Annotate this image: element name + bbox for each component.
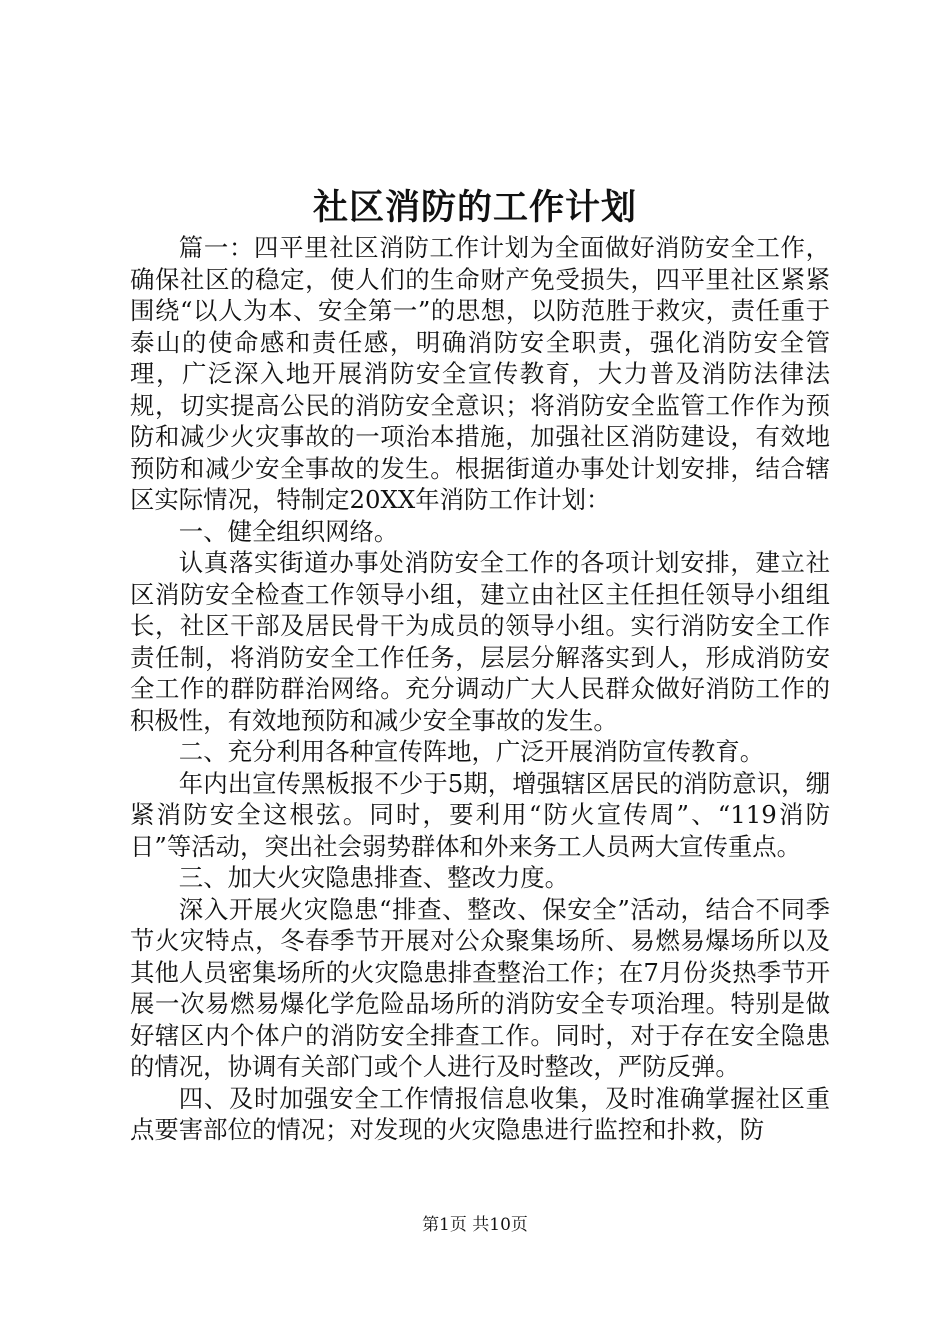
document-title: 社区消防的工作计划 xyxy=(312,187,637,228)
paragraph-intro: 篇一：四平里社区消防工作计划为全面做好消防安全工作，确保社区的稳定，使人们的生命财产免受损失，四平里社区紧紧围绕“以人为本、安全第一”的思想，以防范胜于救灾，责任重于泰山的使命感和责任感，明确消防安全职责，强化消防安全管理，广泛深入地开展消防安全宣传教育，大力普及消防法律法规，切实提高公民的消防安全意识；将消防安全监管工作作为预防和减少火灾事故的一项治本措施，加强社区消防建设，有效地预防和减少安全事故的发生。根据街道办事处计划安排，结合辖区实际情况，特制定20XX年消防工作计划： xyxy=(130,233,830,514)
paragraph-section-2: 年内出宣传黑板报不少于5期，增强辖区居民的消防意识，绷紧消防安全这根弦。同时，要利用“防火宣传周”、“119消防日”等活动，突出社会弱势群体和外来务工人员两大宣传重点。 xyxy=(130,768,830,861)
paragraph-section-1: 认真落实街道办事处消防安全工作的各项计划安排，建立社区消防安全检查工作领导小组，建立由社区主任担任领导小组组长，社区干部及居民骨干为成员的领导小组。实行消防安全工作责任制，将消防安全工作任务，层层分解落实到人，形成消防安全工作的群防群治网络。充分调动广大人民群众做好消防工作的积极性，有效地预防和减少安全事故的发生。 xyxy=(130,548,830,735)
section-heading-1: 一、健全组织网络。 xyxy=(178,516,399,546)
document-body xyxy=(130,232,830,1146)
section-heading-2: 二、充分利用各种宣传阵地，广泛开展消防宣传教育。 xyxy=(178,737,765,766)
paragraph-section-4: 四、及时加强安全工作情报信息收集，及时准确掌握社区重点要害部位的情况；对发现的火灾隐患进行监控和扑救，防 xyxy=(130,1083,830,1144)
paragraph-section-3: 深入开展火灾隐患“排查、整改、保安全”活动，结合不同季节火灾特点，冬春季节开展对公众聚集场所、易燃易爆场所以及其他人员密集场所的火灾隐患排查整治工作；在7月份炎热季节开展一次易燃易爆化学危险品场所的消防安全专项治理。特别是做好辖区内个体户的消防安全排查工作。同时，对于存在安全隐患的情况，协调有关部门或个人进行及时整改，严防反弹。 xyxy=(130,894,830,1081)
page-indicator: 第1页 共10页 xyxy=(422,1215,528,1235)
section-heading-3: 三、加大火灾隐患排查、整改力度。 xyxy=(178,863,570,892)
